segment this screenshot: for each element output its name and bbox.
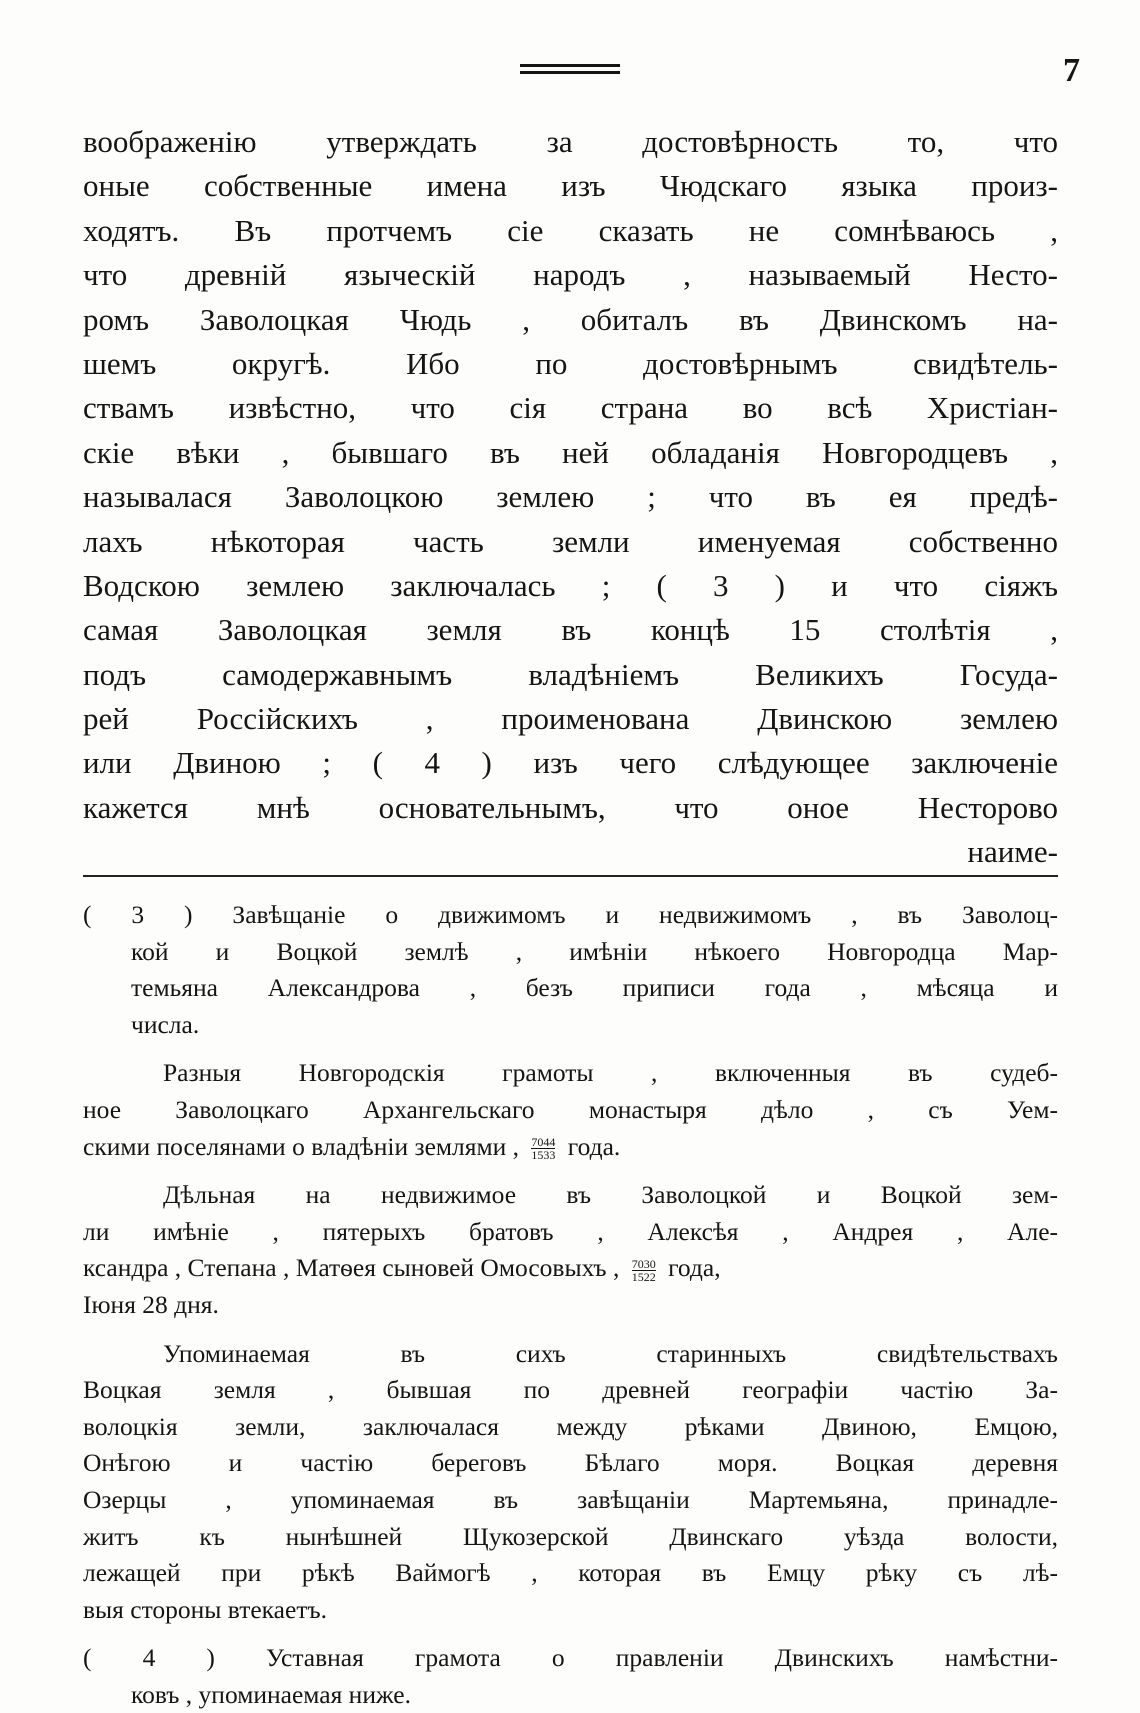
text-line: воображенію утверждать за достовѣрность то, что: [83, 124, 1058, 159]
text-line: кажется мнѣ основательнымъ, что оное Несторово: [83, 789, 1058, 825]
year-fraction-bottom: 1533: [531, 1148, 556, 1163]
footnote-line: ( 4 ) Уставная грамота о правленіи Двинскихъ намѣстни-: [83, 1643, 1058, 1673]
footnote-line: Озерцы , упоминаемая въ завѣщаніи Мартемьяна, принадле-: [83, 1484, 1058, 1514]
footnote-line: ли имѣніе , пятерыхъ братовъ , Алексѣя , Андрея , Але-: [83, 1216, 1058, 1246]
footnote-separator: [83, 875, 1058, 877]
footnote-paragraph: [83, 1177, 1058, 1323]
text-line: что древній языческій народъ , называемый Несто-: [83, 257, 1058, 293]
footnote-paragraph: [83, 1055, 1058, 1165]
footnote-line: числа.: [131, 1009, 200, 1039]
page-number: 7: [1063, 52, 1080, 89]
footnote-line: Разныя Новгородскія грамоты , включенныя въ судеб-: [163, 1058, 1058, 1088]
text-line: Водскою землею заключалась ; ( 3 ) и что сіяжъ: [83, 567, 1058, 603]
header-double-rule: [520, 64, 620, 78]
text-line: ствамъ извѣстно, что сія страна во всѣ Христіан-: [83, 390, 1058, 426]
text-line: оные собственные имена изъ Чюдскаго языка произ-: [83, 168, 1058, 204]
text-line: ромъ Заволоцкая Чюдь , обиталъ въ Двинскомъ на-: [83, 301, 1058, 337]
footnote-3: [83, 897, 1058, 1043]
year-fraction-top: 7030: [631, 1256, 656, 1271]
text-line: скіе вѣки , бывшаго въ ней обладанія Новгородцевъ ,: [83, 434, 1058, 470]
footnote-line: Упоминаемая въ сихъ старинныхъ свидѣтельствахъ: [163, 1338, 1058, 1368]
main-text: [83, 120, 1058, 875]
text-line: ходятъ. Въ протчемъ сіе сказать не сомнѣваюсь ,: [83, 212, 1058, 248]
text-line: самая Заволоцкая земля въ концѣ 15 столѣтія ,: [83, 612, 1058, 648]
footnote-line: житъ къ нынѣшней Щукозерской Двинскаго уѣзда волости,: [83, 1521, 1058, 1551]
text-line: или Двиною ; ( 4 ) изъ чего слѣдующее заключеніе: [83, 745, 1058, 781]
footnote-line: [83, 1250, 1058, 1287]
footnote-line: Іюня 28 дня.: [83, 1289, 219, 1319]
text-line: подъ самодержавнымъ владѣніемъ Великихъ Госуда-: [83, 656, 1058, 692]
footnote-4: [83, 1640, 1058, 1713]
footnote-text: года.: [567, 1131, 621, 1161]
footnote-line: [83, 1129, 1058, 1166]
year-fraction-bottom: 1522: [631, 1269, 656, 1284]
footnote-line: Дѣльная на недвижимое въ Заволоцкой и Воцкой зем-: [163, 1180, 1058, 1210]
text-line: лахъ нѣкоторая часть земли именуемая собственно: [83, 523, 1058, 559]
year-fraction-top: 7044: [531, 1135, 556, 1150]
text-line: называлася Заволоцкою землею ; что въ ея предѣ-: [83, 479, 1058, 515]
year-fraction: [531, 1136, 555, 1161]
footnote-line: кой и Воцкой землѣ , имѣніи нѣкоего Новгородца Мар-: [131, 936, 1058, 966]
catchword: наиме-: [967, 834, 1058, 870]
footnotes: [83, 897, 1058, 1713]
text-line: рей Россійскихъ , проименована Двинскою землею: [83, 701, 1058, 737]
year-fraction: [632, 1258, 656, 1283]
footnote-line: Онѣгою и частію береговъ Бѣлаго моря. Воцкая деревня: [83, 1448, 1058, 1478]
footnote-line: волоцкія земли, заключалася между рѣками Двиною, Емцою,: [83, 1411, 1058, 1441]
footnote-text: года,: [668, 1253, 721, 1283]
text-line: шемъ округѣ. Ибо по достовѣрнымъ свидѣтель-: [83, 345, 1058, 381]
footnote-line: Воцкая земля , бывшая по древней географіи частію За-: [83, 1375, 1058, 1405]
footnote-text: ксандра , Степана , Матѳея сыновей Омосовыхъ ,: [83, 1253, 620, 1283]
footnote-line: ( 3 ) Завѣщаніе о движимомъ и недвижимомъ , въ Заволоц-: [83, 900, 1058, 929]
footnote-line: темьяна Александрова , безъ приписи года , мѣсяца и: [131, 973, 1058, 1003]
footnote-text: скими поселянами о владѣніи землями ,: [83, 1131, 520, 1161]
footnote-line: лежащей при рѣкѣ Ваймогѣ , которая въ Емцу рѣку съ лѣ-: [83, 1558, 1058, 1588]
footnote-line: ковъ , упоминаемая ниже.: [131, 1679, 411, 1709]
footnote-line: ное Заволоцкаго Архангельскаго монастыря дѣло , съ Уем-: [83, 1094, 1058, 1124]
footnote-paragraph: [83, 1336, 1058, 1629]
footnote-line: выя стороны втекаетъ.: [83, 1594, 328, 1624]
